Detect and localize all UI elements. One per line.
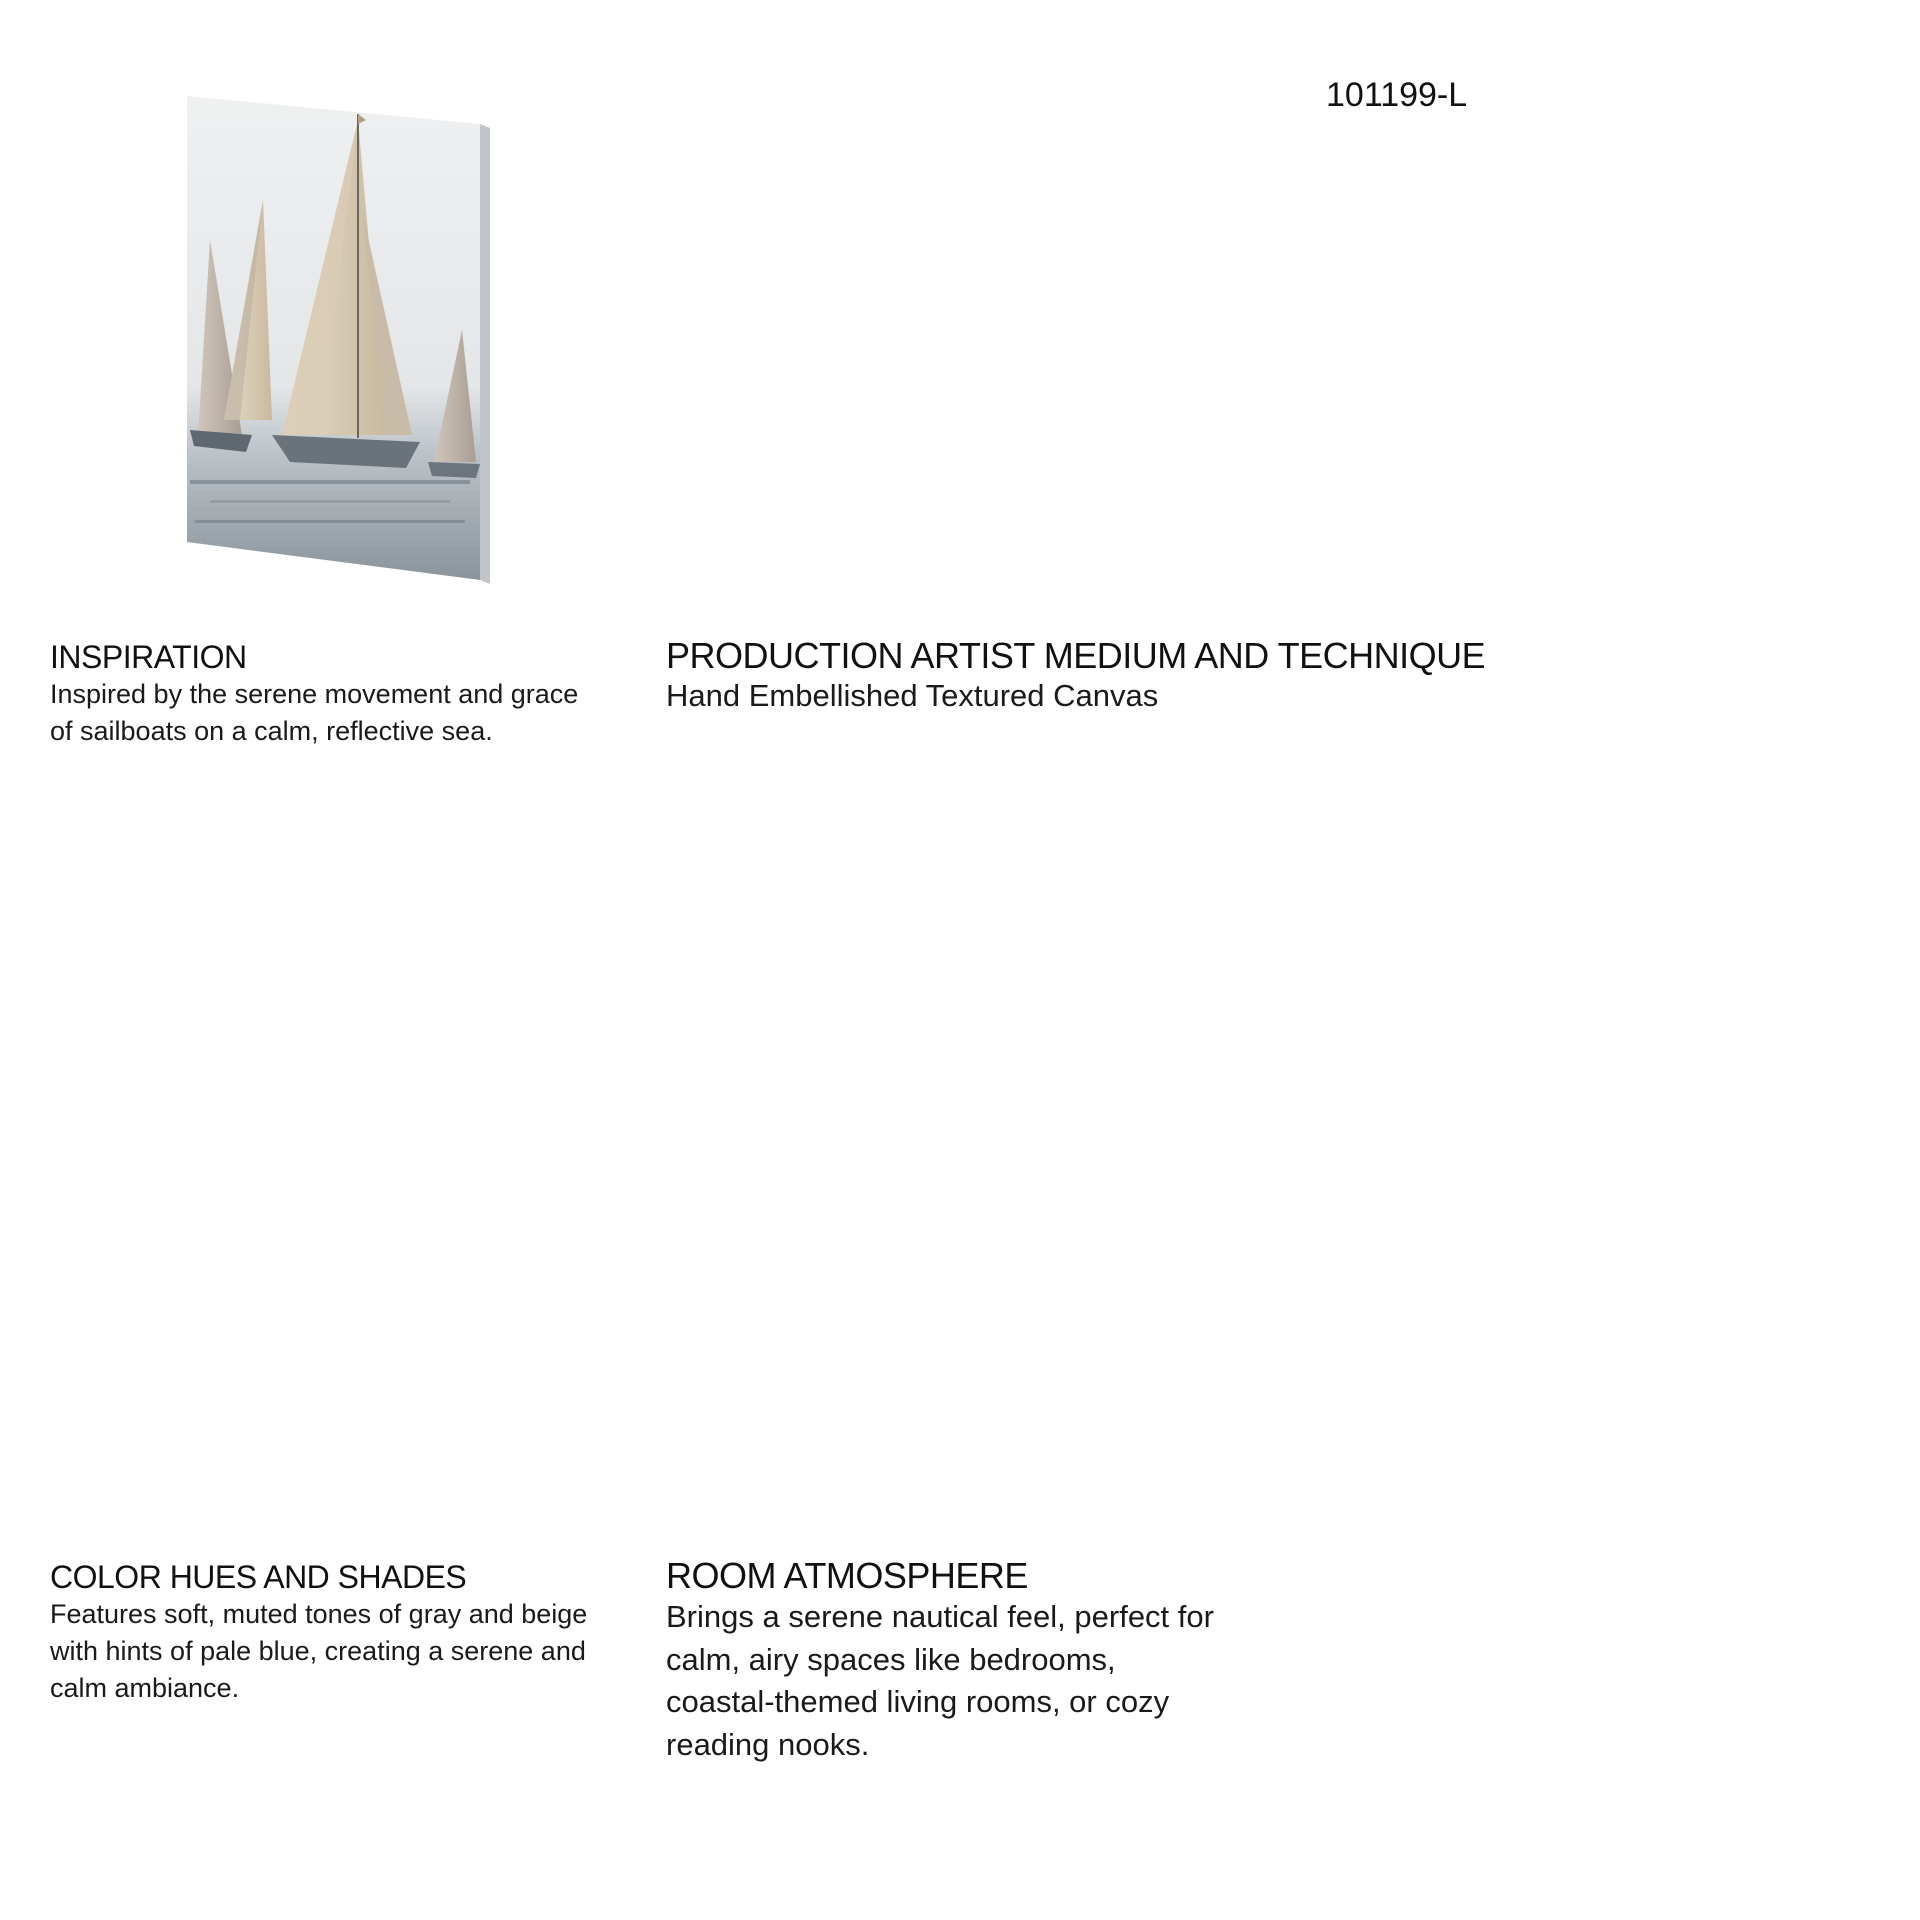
inspiration-line: of sailboats on a calm, reflective sea. xyxy=(50,716,493,746)
color-section xyxy=(50,1558,630,1707)
product-sku: 101199-L xyxy=(1326,76,1468,114)
color-line: calm ambiance. xyxy=(50,1673,240,1703)
production-section xyxy=(666,636,1666,716)
room-line: calm, airy spaces like bedrooms, xyxy=(666,1641,1116,1677)
room-line: coastal-themed living rooms, or cozy xyxy=(666,1684,1170,1719)
inspiration-line: Inspired by the serene movement and grace xyxy=(50,679,579,709)
room-line: reading nooks. xyxy=(666,1726,870,1762)
inspiration-heading: INSPIRATION xyxy=(50,639,247,675)
color-heading: COLOR HUES AND SHADES xyxy=(50,1559,467,1595)
room-atmosphere-section xyxy=(666,1556,1266,1766)
hull-right xyxy=(428,462,480,478)
room-heading: ROOM ATMOSPHERE xyxy=(666,1555,1028,1596)
inspiration-section xyxy=(50,638,630,750)
color-line: with hints of pale blue, creating a serene and xyxy=(50,1636,586,1666)
production-heading: PRODUCTION ARTIST MEDIUM AND TECHNIQUE xyxy=(666,635,1486,676)
canvas-edge xyxy=(480,124,490,584)
room-line: Brings a serene nautical feel, perfect for xyxy=(666,1599,1214,1634)
sailboat-canvas-image xyxy=(180,90,500,590)
color-line: Features soft, muted tones of gray and beige xyxy=(50,1599,588,1629)
production-line: Hand Embellished Textured Canvas xyxy=(666,678,1159,713)
